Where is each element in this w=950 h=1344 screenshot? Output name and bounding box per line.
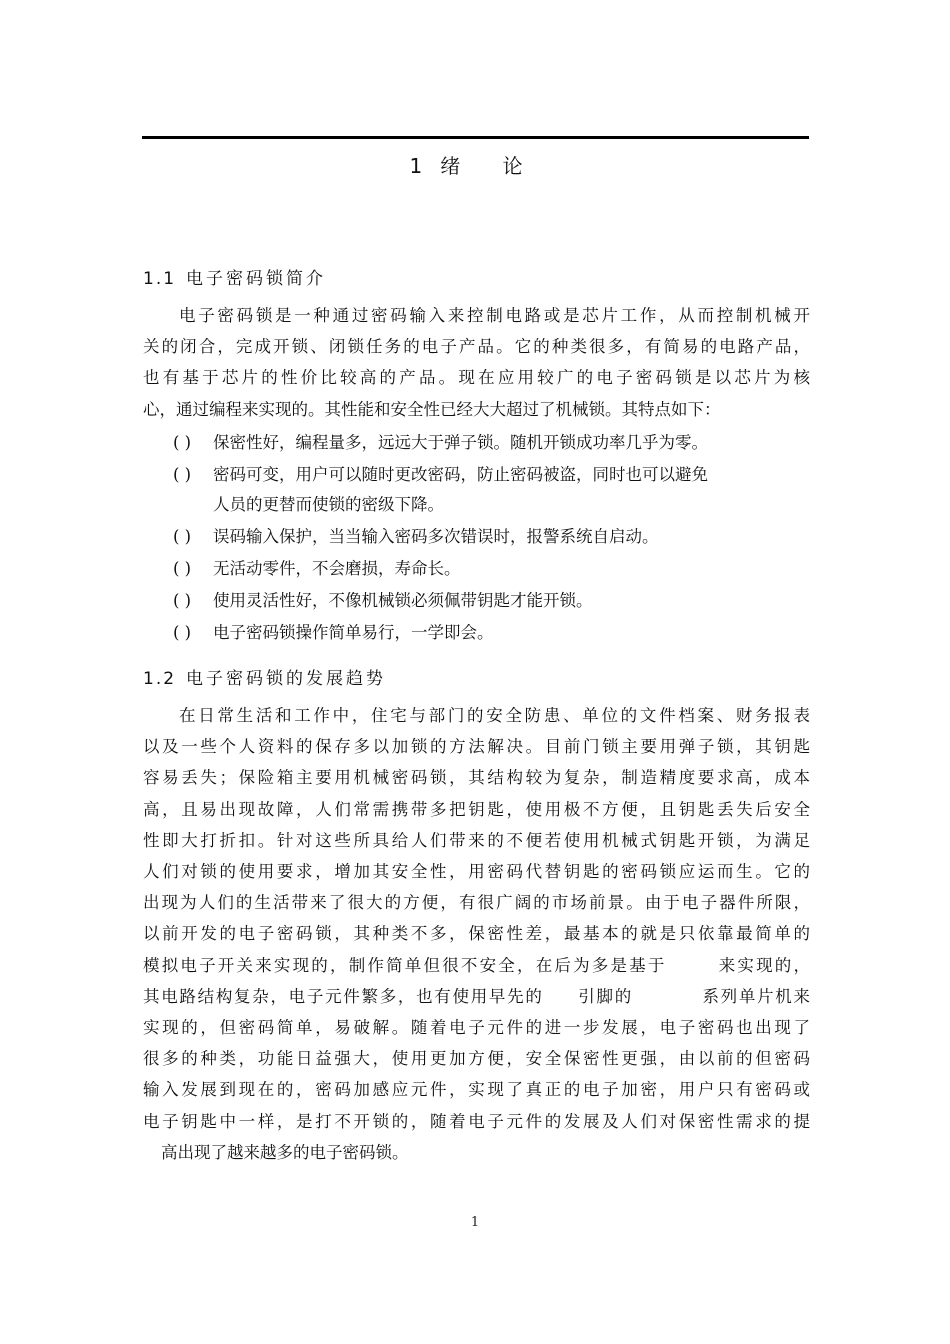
section-number: 1.2 xyxy=(143,669,177,689)
list-item-text: 无活动零件，不会磨损，寿命长。 xyxy=(213,559,461,578)
paragraph-line: 电子密码锁是一种通过密码输入来控制电路或是芯片工作，从而控制机械开 xyxy=(179,306,810,325)
section-title: 电子密码锁的发展趋势 xyxy=(186,669,387,689)
section-heading-1-2 xyxy=(143,664,386,689)
list-item-text: 电子密码锁操作简单易行，一学即会。 xyxy=(213,623,494,642)
list-item xyxy=(143,522,810,552)
list-item xyxy=(143,586,810,616)
page-number: 1 xyxy=(470,1215,480,1230)
paragraph-line: 在日常生活和工作中，住宅与部门的安全防患、单位的文件档案、财务报表 xyxy=(179,706,810,725)
list-item-text: 保密性好，编程量多，远远大于弹子锁。随机开锁成功率几乎为零。 xyxy=(213,433,708,452)
list-item-text: 误码输入保护，当当输入密码多次错误时，报警系统自启动。 xyxy=(213,527,659,546)
paragraph-line: 电子钥匙中一样，是打不开锁的，随着电子元件的发展及人们对保密性需求的提 xyxy=(143,1111,810,1131)
list-item-text: 人员的更替而使锁的密级下降。 xyxy=(213,495,444,514)
paragraph-line: 高，且易出现故障，人们常需携带多把钥匙，使用极不方便，且钥匙丢失后安全 xyxy=(143,799,810,819)
list-item-text: 使用灵活性好，不像机械锁必须佩带钥匙才能开锁。 xyxy=(213,591,593,610)
section-heading-1-1 xyxy=(143,264,326,289)
paragraph-line: 容易丢失；保险箱主要用机械密码锁，其结构较为复杂，制造精度要求高，成本 xyxy=(143,768,810,788)
paragraph-line: 出现为人们的生活带来了很大的方便，有很广阔的市场前景。由于电子器件所限， xyxy=(143,893,810,913)
paragraph-line: 很多的种类，功能日益强大，使用更加方便，安全保密性更强，由以前的但密码 xyxy=(143,1049,810,1069)
list-item xyxy=(143,554,810,584)
paragraph-line: 以前开发的电子密码锁，其种类不多，保密性差，最基本的就是只依靠最简单的 xyxy=(143,924,810,944)
paragraph-line: 也有基于芯片的性价比较高的产品。现在应用较广的电子密码锁是以芯片为核 xyxy=(143,368,810,388)
list-item xyxy=(143,460,810,520)
paragraph-line: 其电路结构复杂，电子元件繁多，也有使用早先的 引脚的 系列单片机来 xyxy=(143,986,810,1006)
paragraph-line: 人们对锁的使用要求，增加其安全性，用密码代替钥匙的密码锁应运而生。它的 xyxy=(143,862,810,882)
header-rule xyxy=(142,136,809,139)
chapter-heading xyxy=(0,150,950,179)
paragraph-line: 高出现了越来越多的电子密码锁。 xyxy=(161,1142,409,1162)
paragraph-line: 模拟电子开关来实现的，制作简单但很不安全，在后为多是基于 来实现的， xyxy=(143,955,810,975)
list-marker: ( ) xyxy=(173,559,192,578)
list-marker: ( ) xyxy=(173,465,192,484)
paragraph-line: 实现的，但密码简单，易破解。随着电子元件的进一步发展，电子密码也出现了 xyxy=(143,1018,810,1038)
trend-paragraph xyxy=(143,700,810,1168)
intro-paragraph xyxy=(143,300,810,425)
paragraph-line: 性即大打折扣。针对这些所具给人们带来的不便若使用机械式钥匙开锁，为满足 xyxy=(143,830,810,850)
features-list xyxy=(143,428,810,648)
paragraph-line: 心，通过编程来实现的。其性能和安全性已经大大超过了机械锁。其特点如下： xyxy=(143,399,721,419)
section-title: 电子密码锁简介 xyxy=(186,269,327,289)
paragraph-line: 以及一些个人资料的保存多以加锁的方法解决。目前门锁主要用弹子锁，其钥匙 xyxy=(143,737,810,757)
chapter-number: 1 xyxy=(409,154,441,178)
paragraph-line: 关的闭合，完成开锁、闭锁任务的电子产品。它的种类很多，有简易的电路产品， xyxy=(143,337,810,357)
paragraph-line: 输入发展到现在的，密码加感应元件，实现了真正的电子加密，用户只有密码或 xyxy=(143,1080,810,1100)
chapter-title: 绪 论 xyxy=(440,154,541,178)
list-marker: ( ) xyxy=(173,433,192,452)
list-marker: ( ) xyxy=(173,623,192,642)
list-item xyxy=(143,428,810,458)
list-item-text: 密码可变，用户可以随时更改密码，防止密码被盗，同时也可以避免 xyxy=(213,465,708,484)
section-number: 1.1 xyxy=(143,269,177,289)
list-marker: ( ) xyxy=(173,591,192,610)
list-marker: ( ) xyxy=(173,527,192,546)
list-item xyxy=(143,618,810,648)
